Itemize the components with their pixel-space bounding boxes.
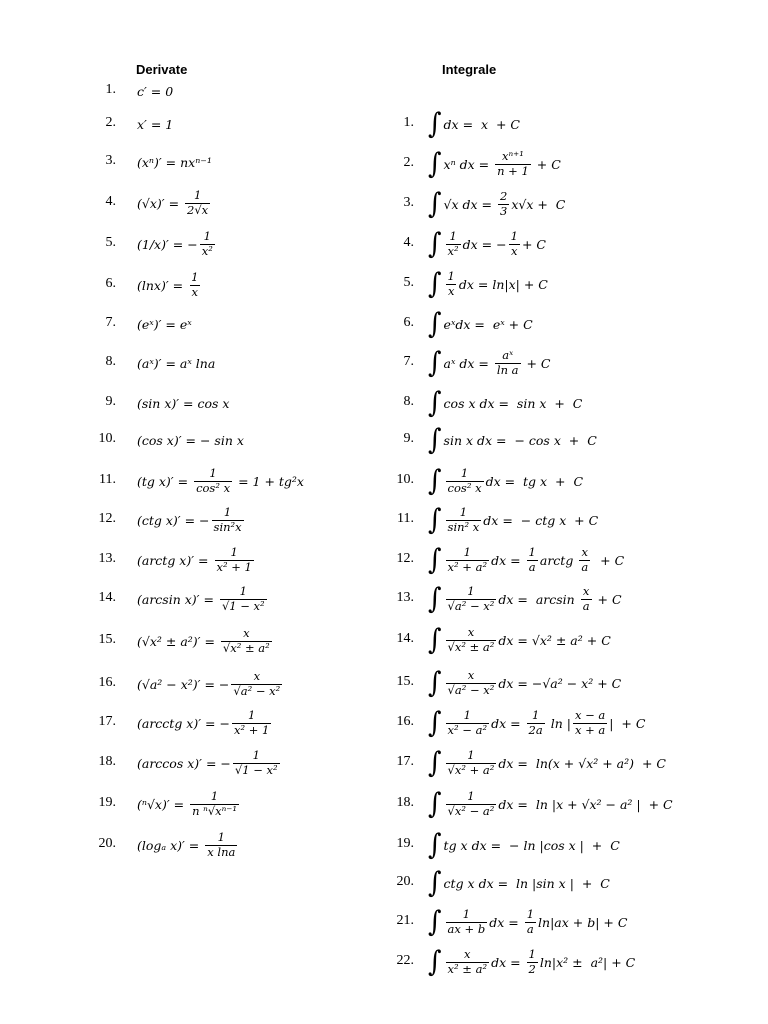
integral-number: 17.: [396, 754, 414, 769]
integral-formula: [428, 500, 598, 540]
formula-text: ln|x² ± a²| + C: [539, 954, 636, 970]
fraction: [446, 270, 457, 297]
fraction-numerator: 1: [247, 708, 256, 723]
formula-text: (√x² ± a²)′ =: [137, 633, 219, 649]
fraction: [446, 506, 482, 533]
integral-number: 19.: [396, 836, 414, 851]
derivative-number: 17.: [98, 714, 116, 729]
integral-number: 14.: [396, 631, 414, 646]
formula-text: tg x dx = − ln |cos x | + C: [443, 837, 620, 853]
formula-text: arctg: [539, 552, 578, 568]
fraction-numerator: 1: [203, 229, 211, 244]
integral-formula: [428, 703, 645, 743]
fraction: [185, 189, 210, 216]
formula-text: + C: [592, 552, 625, 568]
fraction-denominator: √a² − x²: [447, 682, 495, 697]
formula-text: (√a² − x²)′ = −: [137, 676, 230, 692]
fraction: [190, 790, 239, 817]
derivative-formula: [137, 420, 244, 460]
derivative-formula: [137, 579, 269, 619]
fraction-numerator: 1: [217, 830, 225, 845]
formula-text: (√x)′ =: [137, 195, 184, 211]
fraction-denominator: x: [511, 243, 518, 258]
fraction-numerator: 1: [252, 748, 260, 763]
derivative-formula: [137, 104, 173, 144]
fraction-denominator: a: [582, 598, 590, 613]
integral-number: 6.: [403, 315, 414, 330]
fraction-denominator: cos² x: [196, 480, 231, 495]
integral-sign: ∫: [428, 866, 442, 900]
fraction-denominator: ax + b: [447, 921, 486, 936]
formula-text: dx = − ctg x + C: [483, 512, 599, 528]
fraction-denominator: √1 − x²: [221, 598, 265, 613]
fraction: [446, 626, 497, 653]
integral-number: 1.: [403, 115, 414, 130]
integral-sign: ∫: [428, 905, 442, 939]
formula-text: dx = −: [462, 236, 507, 252]
integral-number: 16.: [396, 714, 414, 729]
fraction-numerator: 1: [528, 545, 536, 560]
fraction-denominator: x² + a²: [447, 559, 488, 574]
integral-sign: ∫: [428, 187, 442, 221]
integral-sign: ∫: [428, 267, 442, 301]
fraction-numerator: 1: [467, 789, 475, 804]
fraction-numerator: 1: [209, 466, 217, 481]
integral-formula: [428, 825, 620, 865]
fraction-denominator: √x² ± a²: [447, 639, 495, 654]
integral-sign: ∫: [428, 543, 442, 577]
fraction: [233, 749, 280, 776]
formula-text: ln |: [546, 715, 571, 731]
formula-text: dx = ln |x + √x² − a² | + C: [498, 796, 673, 812]
integral-sign: ∫: [428, 503, 442, 537]
formula-text: aˣ dx =: [443, 355, 493, 371]
integral-sign: ∫: [428, 423, 442, 457]
integral-formula: [428, 902, 627, 942]
formula-text: dx = ln(x + √x² + a²) + C: [498, 755, 666, 771]
integral-sign: ∫: [428, 623, 442, 657]
integral-number: 3.: [403, 195, 414, 210]
formula-text: (arccos x)′ = −: [137, 755, 231, 771]
formula-text: (arcsin x)′ =: [137, 591, 218, 607]
formula-text: + C: [532, 156, 561, 172]
formula-text: + C: [593, 591, 622, 607]
fraction: [205, 831, 237, 858]
integral-formula: [428, 144, 561, 184]
fraction: [221, 627, 272, 654]
integral-sign: ∫: [428, 787, 442, 821]
derivative-formula: [137, 664, 284, 704]
integral-formula: [428, 420, 597, 460]
fraction-denominator: √a² − x²: [447, 598, 495, 613]
derivative-formula: [137, 743, 282, 783]
derivative-number: 20.: [98, 836, 116, 851]
formula-text: x′ = 1: [137, 116, 174, 132]
formula-text: c′ = 0: [137, 83, 174, 99]
integral-sign: ∫: [428, 346, 442, 380]
fraction-denominator: sin²x: [213, 519, 242, 534]
integral-number: 7.: [403, 354, 414, 369]
formula-text: eˣdx = eˣ + C: [443, 316, 533, 332]
formula-text: (eˣ)′ = eˣ: [137, 316, 192, 332]
formula-text: sin x dx = − cos x + C: [443, 432, 597, 448]
fraction: [446, 230, 461, 257]
derivative-formula: [137, 142, 212, 182]
fraction-denominator: 2: [528, 961, 536, 976]
integral-number: 12.: [396, 551, 414, 566]
formula-text: dx =: [489, 914, 523, 930]
formula-text: cos x dx = sin x + C: [443, 395, 583, 411]
fraction-denominator: x: [191, 284, 199, 299]
derivative-number: 12.: [98, 511, 116, 526]
derivative-formula: [137, 183, 212, 223]
integral-formula: [428, 620, 611, 660]
fraction-numerator: x: [581, 545, 588, 560]
fraction: [189, 271, 200, 298]
integral-sign: ∫: [428, 706, 442, 740]
derivative-number: 15.: [98, 632, 116, 647]
fraction-numerator: 1: [193, 188, 202, 203]
fraction-denominator: 2a: [528, 722, 543, 737]
integral-number: 5.: [403, 275, 414, 290]
fraction-denominator: a: [526, 921, 534, 936]
derivative-number: 14.: [98, 590, 116, 605]
integral-formula: [428, 224, 546, 264]
fraction: [194, 467, 232, 494]
fraction-numerator: 1: [210, 789, 219, 804]
fraction-denominator: x²: [447, 243, 459, 258]
formula-text: (cos x)′ = − sin x: [137, 432, 244, 448]
fraction-numerator: 1: [510, 229, 518, 244]
fraction-numerator: 1: [460, 466, 469, 481]
fraction: [446, 948, 490, 975]
derivative-number: 10.: [98, 431, 116, 446]
fraction: [495, 349, 521, 376]
derivative-number: 4.: [105, 194, 116, 209]
fraction-numerator: 1: [449, 229, 457, 244]
derivative-number: 11.: [99, 472, 116, 487]
integral-sign: ∫: [428, 386, 442, 420]
fraction-denominator: n ⁿ√xⁿ⁻¹: [192, 803, 237, 818]
fraction-numerator: x: [582, 584, 590, 599]
fraction-numerator: 1: [463, 545, 471, 560]
integral-number: 13.: [396, 590, 414, 605]
formula-text: √x dx =: [443, 196, 497, 212]
derivatives-heading: Derivate: [136, 62, 188, 77]
fraction: [509, 230, 520, 257]
integral-number: 10.: [396, 472, 414, 487]
derivative-number: 16.: [98, 675, 116, 690]
fraction: [446, 709, 490, 736]
fraction-numerator: 1: [462, 907, 471, 922]
integral-sign: ∫: [428, 746, 442, 780]
integral-sign: ∫: [428, 464, 442, 498]
fraction: [446, 585, 497, 612]
fraction-denominator: x² ± a²: [447, 961, 488, 976]
integral-number: 4.: [403, 235, 414, 250]
fraction-denominator: √1 − x²: [234, 762, 278, 777]
fraction: [495, 150, 531, 177]
fraction: [232, 709, 271, 736]
derivative-formula: [137, 304, 192, 344]
fraction-denominator: x² − a²: [447, 722, 488, 737]
derivative-formula: [137, 621, 274, 661]
integral-sign: ∫: [428, 227, 442, 261]
integral-number: 15.: [396, 674, 414, 689]
fraction-denominator: a: [528, 559, 536, 574]
integral-sign: ∫: [428, 582, 442, 616]
fraction: [446, 546, 490, 573]
derivative-formula: [137, 224, 217, 264]
derivative-number: 18.: [98, 754, 116, 769]
integral-sign: ∫: [428, 147, 442, 181]
formula-text: dx = −√a² − x² + C: [498, 675, 622, 691]
fraction-numerator: 1: [447, 269, 455, 284]
formula-text: (ⁿ√x)′ =: [137, 796, 189, 812]
fraction-numerator: x: [467, 668, 475, 683]
integral-number: 11.: [397, 511, 414, 526]
formula-text: + C: [521, 236, 546, 252]
fraction-numerator: x: [467, 625, 475, 640]
fraction: [446, 790, 497, 817]
fraction-denominator: x²: [201, 243, 213, 258]
fraction-denominator: √x² − a²: [447, 803, 495, 818]
fraction: [527, 709, 545, 736]
integrals-heading: Integrale: [442, 62, 497, 77]
integral-number: 20.: [396, 874, 414, 889]
integral-formula: [428, 663, 621, 703]
derivative-number: 19.: [98, 795, 116, 810]
fraction-denominator: cos² x: [447, 480, 482, 495]
fraction: [573, 709, 607, 736]
integral-sign: ∫: [428, 666, 442, 700]
fraction-numerator: x: [243, 626, 250, 641]
derivative-number: 1.: [105, 82, 116, 97]
fraction-denominator: √a² − x²: [233, 683, 281, 698]
integral-formula: [428, 343, 551, 383]
derivative-number: 3.: [105, 153, 116, 168]
fraction-numerator: 1: [239, 584, 247, 599]
fraction-denominator: sin² x: [447, 519, 480, 534]
fraction: [231, 670, 282, 697]
integral-formula: [428, 784, 673, 824]
integral-formula: [428, 264, 548, 304]
fraction: [215, 546, 254, 573]
formula-text: (aˣ)′ = aˣ lna: [137, 355, 216, 371]
formula-text: dx = √x² ± a² + C: [498, 632, 611, 648]
integral-formula: [428, 579, 622, 619]
fraction-numerator: x: [253, 669, 261, 684]
fraction-denominator: x lna: [207, 844, 236, 859]
formula-text: | + C: [609, 715, 646, 731]
fraction: [525, 908, 536, 935]
integral-formula: [428, 104, 520, 144]
formula-text: (arctg x)′ =: [137, 552, 213, 568]
formula-text: dx = x + C: [443, 116, 520, 132]
derivative-number: 13.: [98, 551, 116, 566]
fraction-denominator: n + 1: [497, 163, 529, 178]
formula-text: ctg x dx = ln |sin x | + C: [443, 875, 610, 891]
integral-formula: [428, 540, 624, 580]
fraction-numerator: 1: [467, 748, 475, 763]
fraction-denominator: √x² + a²: [447, 762, 495, 777]
derivative-number: 8.: [105, 354, 116, 369]
fraction-denominator: x² + 1: [233, 722, 270, 737]
derivative-formula: [137, 784, 241, 824]
integral-number: 21.: [396, 913, 414, 928]
fraction-numerator: 1: [463, 708, 471, 723]
integral-formula: [428, 942, 635, 982]
formula-text: (ctg x)′ = −: [137, 512, 210, 528]
derivative-formula: [137, 461, 304, 501]
fraction-numerator: x: [464, 947, 471, 962]
integral-sign: ∫: [428, 107, 442, 141]
fraction-numerator: 1: [467, 584, 475, 599]
fraction: [212, 506, 244, 533]
formula-text: ln|ax + b| + C: [538, 914, 628, 930]
fraction-denominator: x: [447, 283, 455, 298]
integral-sign: ∫: [428, 307, 442, 341]
integral-formula: [428, 461, 583, 501]
fraction-denominator: √x² ± a²: [222, 640, 270, 655]
derivative-formula: [137, 265, 202, 305]
fraction-numerator: 2: [500, 189, 508, 204]
derivative-formula: [137, 540, 256, 580]
formula-text: (xⁿ)′ = nxⁿ⁻¹: [137, 154, 212, 170]
formula-text: dx = ln|x| + C: [458, 276, 548, 292]
fraction-numerator: 1: [223, 505, 232, 520]
fraction: [579, 546, 590, 573]
integral-number: 8.: [403, 394, 414, 409]
integral-sign: ∫: [428, 828, 442, 862]
integral-formula: [428, 383, 582, 423]
derivative-formula: [137, 500, 246, 540]
formula-text: + C: [522, 355, 551, 371]
fraction: [527, 546, 538, 573]
fraction-denominator: x + a: [574, 722, 606, 737]
fraction: [527, 948, 538, 975]
integral-number: 22.: [396, 953, 414, 968]
integral-number: 9.: [403, 431, 414, 446]
formula-text: xⁿ dx =: [443, 156, 494, 172]
derivative-formula: [137, 703, 273, 743]
derivative-number: 5.: [105, 235, 116, 250]
fraction-denominator: a: [581, 559, 589, 574]
fraction-numerator: 1: [531, 708, 540, 723]
formula-text: dx =: [491, 715, 525, 731]
fraction: [200, 230, 215, 257]
derivative-formula: [137, 343, 215, 383]
formula-text: (arcctg x)′ = −: [137, 715, 230, 731]
formula-text: (sin x)′ = cos x: [137, 395, 230, 411]
formula-text: (1/x)′ = −: [137, 236, 198, 252]
fraction-numerator: 1: [526, 907, 535, 922]
fraction: [581, 585, 592, 612]
fraction-denominator: 3: [500, 203, 508, 218]
integral-formula: [428, 184, 565, 224]
formula-text: (lnx)′ =: [137, 277, 188, 293]
integral-number: 18.: [396, 795, 414, 810]
formula-text: dx =: [491, 954, 525, 970]
formula-text: = 1 + tg²x: [234, 473, 304, 489]
formula-text: x√x + C: [511, 196, 566, 212]
fraction: [498, 190, 509, 217]
fraction-numerator: 1: [528, 947, 536, 962]
integral-formula: [428, 743, 666, 783]
formula-text: (logₐ x)′ =: [137, 837, 204, 853]
fraction: [220, 585, 267, 612]
fraction-numerator: 1: [459, 505, 468, 520]
fraction-numerator: x − a: [574, 708, 606, 723]
fraction-denominator: 2√x: [187, 202, 209, 217]
fraction: [446, 467, 484, 494]
derivative-number: 6.: [105, 276, 116, 291]
integral-formula: [428, 304, 533, 344]
integral-formula: [428, 863, 610, 903]
formula-text: dx =: [491, 552, 525, 568]
fraction-numerator: aˣ: [502, 348, 514, 363]
fraction: [446, 749, 497, 776]
derivative-number: 7.: [105, 315, 116, 330]
fraction-denominator: x² + 1: [216, 559, 252, 574]
formula-text: dx = tg x + C: [485, 473, 584, 489]
formula-text: dx = arcsin: [498, 591, 579, 607]
fraction-numerator: 1: [230, 545, 238, 560]
fraction-numerator: xⁿ⁺¹: [502, 149, 524, 164]
fraction: [446, 669, 497, 696]
derivative-number: 9.: [105, 394, 116, 409]
integral-sign: ∫: [428, 945, 442, 979]
fraction-denominator: ln a: [496, 362, 519, 377]
derivative-formula: [137, 383, 229, 423]
derivative-number: 2.: [105, 115, 116, 130]
fraction-numerator: 1: [191, 270, 199, 285]
formula-text: (tg x)′ =: [137, 473, 193, 489]
fraction: [446, 908, 488, 935]
integral-number: 2.: [403, 155, 414, 170]
derivative-formula: [137, 825, 239, 865]
